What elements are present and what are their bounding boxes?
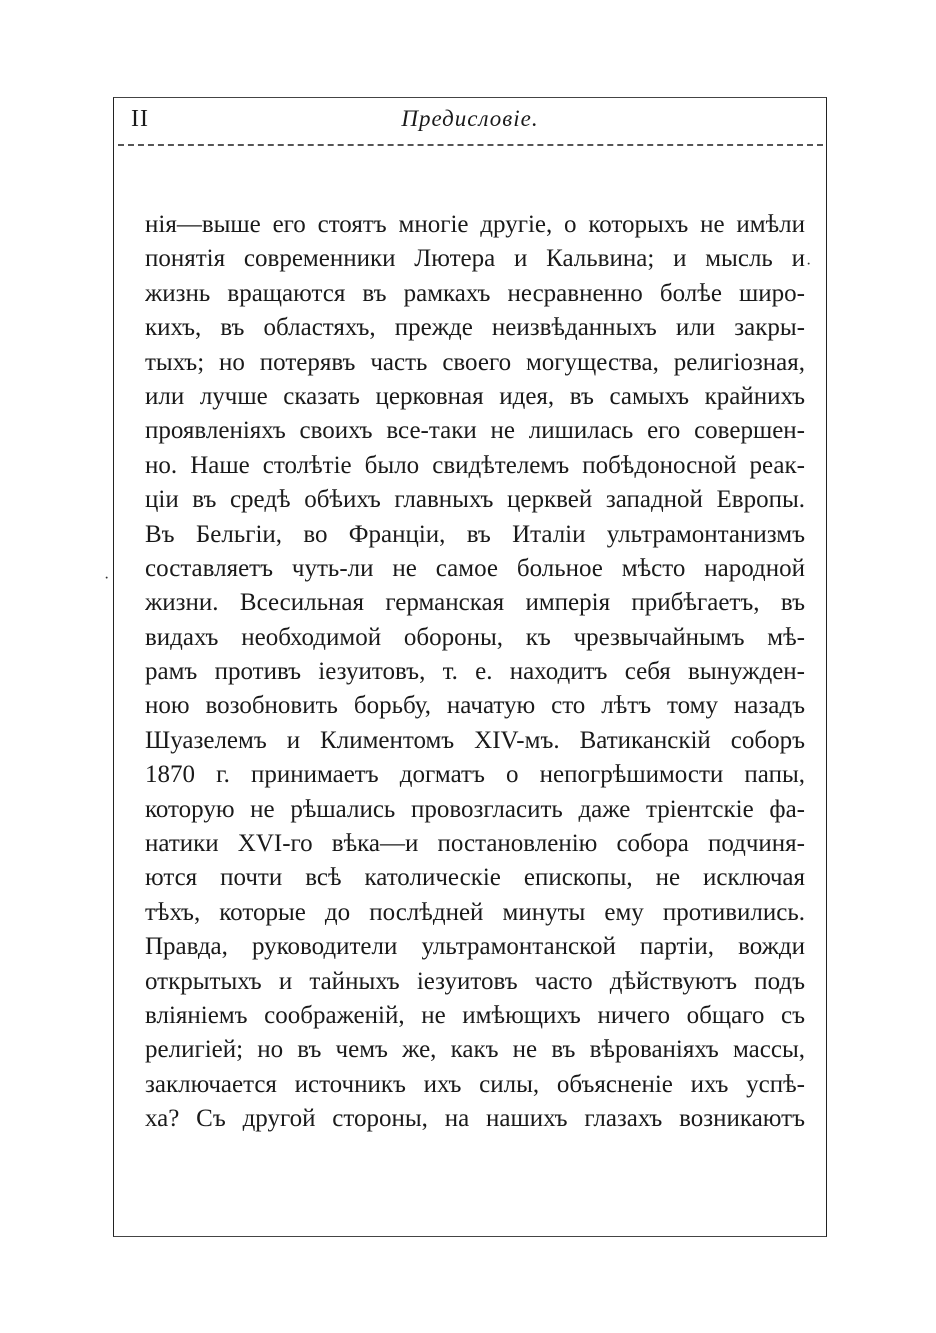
text-line: ною возобновить борьбу, начатую сто лѣтъ тому назадъ	[145, 692, 805, 720]
text-line: или лучше сказать церковная идея, въ самыхъ крайнихъ	[145, 382, 805, 410]
body-text	[145, 208, 805, 1137]
text-line: но. Наше столѣтіе было свидѣтелемъ побѣдоносной реак-	[145, 451, 805, 479]
text-line: 1870 г. принимаетъ догматъ о непогрѣшимости папы,	[145, 761, 805, 789]
text-line: вліяніемъ соображеній, не имѣющихъ ничего общаго съ	[145, 1001, 805, 1029]
text-line: кихъ, въ областяхъ, прежде неизвѣданныхъ или закры-	[145, 314, 805, 342]
text-line: понятія современники Лютера и Кальвина; и мысль и	[145, 245, 805, 273]
text-line: Въ Бельгіи, во Франціи, въ Италіи ультрамонтанизмъ	[145, 520, 805, 548]
text-line: нія—выше его стоятъ многіе другіе, о которыхъ не имѣли	[145, 211, 805, 238]
text-line: видахъ необходимой обороны, къ чрезвычайнымъ мѣ-	[145, 623, 805, 651]
text-line: открытыхъ и тайныхъ іезуитовъ часто дѣйствуютъ подъ	[145, 967, 805, 995]
text-line: натики XVI-го вѣка—и постановленію собора подчиня-	[145, 830, 805, 858]
text-line: религіей; но въ чемъ же, какъ не въ вѣрованіяхъ массы,	[145, 1036, 805, 1064]
running-header	[113, 104, 827, 138]
text-line: рамъ противъ іезуитовъ, т. е. находитъ себя вынужден-	[145, 658, 805, 686]
header-rule	[118, 144, 823, 146]
stray-dot-mark: ·	[806, 256, 812, 273]
text-line: Шуазелемъ и Климентомъ XIV-мъ. Ватиканскій соборъ	[145, 726, 805, 754]
text-line: ются почти всѣ католическіе епископы, не исключая	[145, 864, 805, 892]
text-line: жизни. Всесильная германская имперія прибѣгаетъ, въ	[145, 589, 805, 617]
text-line: жизнь вращаются въ рамкахъ несравненно болѣе широ-	[145, 279, 805, 307]
running-title: Предисловіе.	[401, 106, 539, 131]
text-line: заключается источникъ ихъ силы, объясненіе ихъ успѣ-	[145, 1070, 805, 1098]
text-line: ха? Съ другой стороны, на нашихъ глазахъ возникаютъ	[145, 1105, 805, 1133]
stray-dot-mark: ·	[104, 570, 110, 587]
text-line: составляетъ чуть-ли не самое больное мѣсто народной	[145, 554, 805, 582]
text-line: проявленіяхъ своихъ все-таки не лишилась его совершен-	[145, 417, 805, 445]
text-line: Правда, руководители ультрамонтанской партіи, вожди	[145, 933, 805, 961]
page-number: II	[131, 106, 149, 132]
text-line: тыхъ; но потерявъ часть своего могущества, религіозная,	[145, 348, 805, 376]
text-line: которую не рѣшались провозгласить даже тріентскіе фа-	[145, 795, 805, 823]
text-line: ціи въ средѣ обѣихъ главныхъ церквей западной Европы.	[145, 486, 805, 514]
text-line: тѣхъ, которые до послѣдней минуты ему противились.	[145, 898, 805, 926]
